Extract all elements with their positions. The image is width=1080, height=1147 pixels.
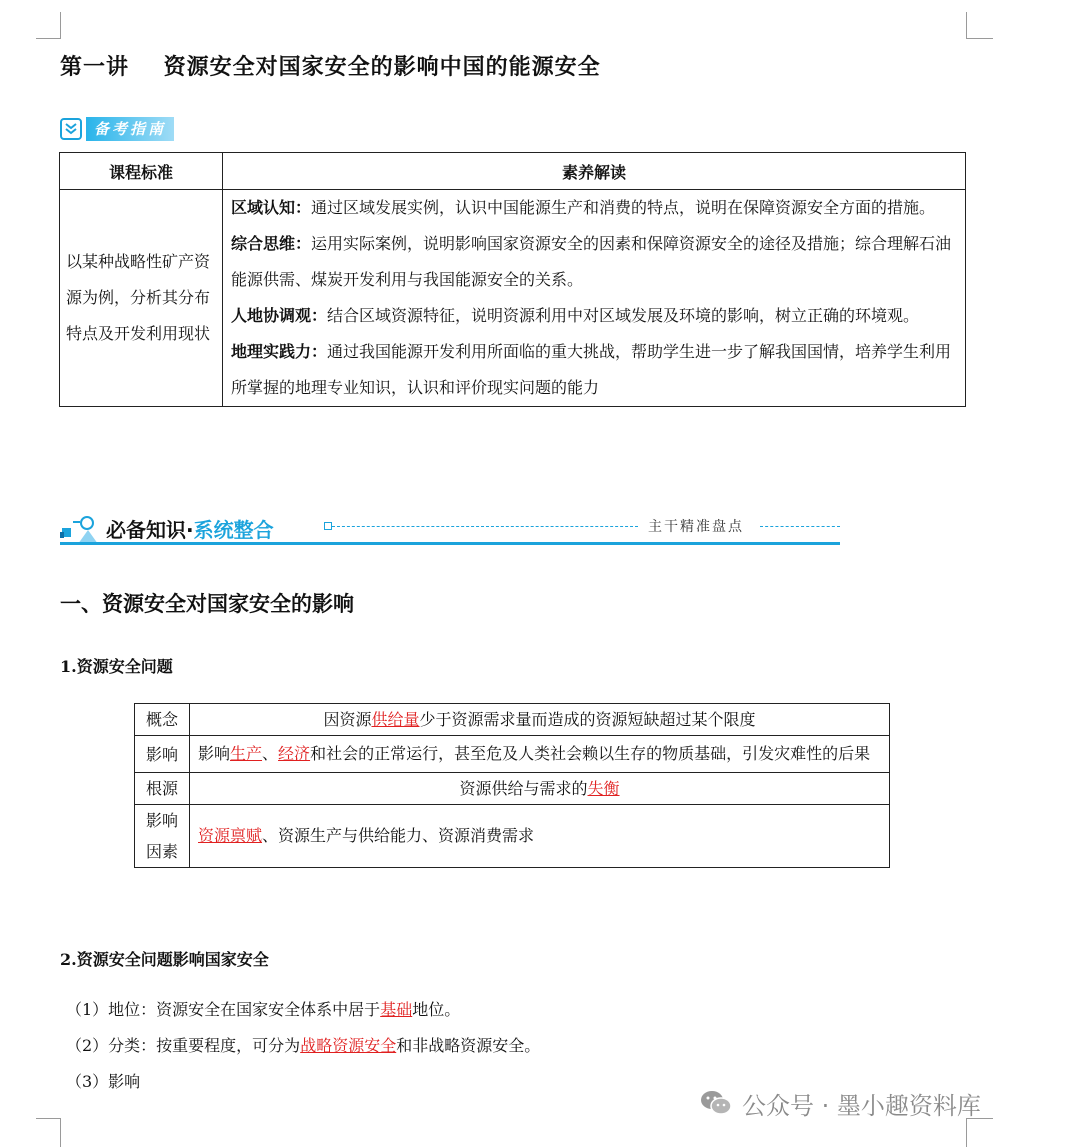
list-item: （1）地位：资源安全在国家安全体系中居于基础地位。	[66, 1000, 461, 1019]
guide-label: 备考指南	[86, 117, 174, 141]
table-row	[135, 704, 890, 736]
page-title: 第一讲 资源安全对国家安全的影响中国的能源安全	[60, 54, 601, 80]
answer-blank: 失衡	[587, 778, 620, 798]
section-banner	[60, 512, 840, 548]
wechat-icon	[700, 1089, 732, 1117]
list-item: （3）影响	[66, 1072, 141, 1091]
banner-divider	[760, 526, 840, 527]
table-row	[135, 736, 890, 773]
resource-security-table	[134, 703, 890, 868]
double-chevron-down-icon	[60, 118, 82, 140]
answer-blank: 供给量	[371, 709, 420, 729]
answer-blank: 战略资源安全	[300, 1036, 397, 1055]
watermark-text: 公众号 · 墨小趣资料库	[742, 1091, 981, 1120]
row-label: 影响	[135, 736, 190, 773]
crop-mark-bottom-left	[36, 1118, 61, 1147]
standards-table	[59, 152, 966, 407]
answer-blank: 基础	[380, 1000, 413, 1019]
standard-cell: 以某种战略性矿产资源为例，分析其分布特点及开发利用现状	[60, 190, 223, 407]
interpretation-cell	[223, 190, 966, 407]
literacy-item: 区域认知：通过区域发展实例，认识中国能源生产和消费的特点，说明在保障资源安全方面的措施。	[231, 198, 936, 217]
row-label: 根源	[135, 773, 190, 805]
row-label: 概念	[135, 704, 190, 736]
answer-blank: 生产	[230, 744, 263, 763]
crop-mark-bottom-right	[966, 1118, 993, 1147]
section-title: 必备知识·系统整合	[106, 518, 274, 542]
list-item: （2）分类：按重要程度，可分为战略资源安全和非战略资源安全。	[66, 1036, 541, 1055]
guide-tag	[60, 117, 174, 141]
banner-divider	[332, 526, 638, 527]
table-row	[135, 773, 890, 805]
row-value: 资源供给与需求的失衡	[190, 773, 890, 805]
header-standard: 课程标准	[60, 153, 223, 190]
literacy-item: 人地协调观：结合区域资源特征，说明资源利用中对区域发展及环境的影响，树立正确的环境观。	[231, 306, 920, 325]
heading-level-1: 一、资源安全对国家安全的影响	[60, 591, 354, 616]
row-value: 资源禀赋、资源生产与供给能力、资源消费需求	[190, 805, 890, 868]
watermark	[700, 1086, 981, 1120]
literacy-item: 地理实践力：通过我国能源开发利用所面临的重大挑战，帮助学生进一步了解我国国情，培养学生利用所掌握的地理专业知识，认识和评价现实问题的能力	[231, 342, 952, 397]
row-label: 影响因素	[135, 805, 190, 868]
heading-level-2: 1.资源安全问题	[60, 657, 173, 676]
crop-mark-top-right	[966, 12, 993, 39]
banner-dot	[324, 522, 332, 530]
table-row	[135, 805, 890, 868]
answer-blank: 资源禀赋	[198, 826, 263, 845]
crop-mark-top-left	[36, 12, 61, 39]
heading-level-2: 2.资源安全问题影响国家安全	[60, 950, 269, 969]
banner-underline	[60, 542, 840, 545]
answer-blank: 经济	[278, 744, 311, 763]
literacy-item: 综合思维：运用实际案例，说明影响国家资源安全的因素和保障资源安全的途径及措施；综合理解石油能源供需、煤炭开发利用与我国能源安全的关系。	[231, 234, 952, 289]
row-value: 因资源供给量少于资源需求量而造成的资源短缺超过某个限度	[190, 704, 890, 736]
section-subtitle: 主干精准盘点	[648, 519, 744, 535]
header-interpretation: 素养解读	[223, 153, 966, 190]
row-value: 影响生产、经济和社会的正常运行，甚至危及人类社会赖以生存的物质基础，引发灾难性的后果	[190, 736, 890, 773]
